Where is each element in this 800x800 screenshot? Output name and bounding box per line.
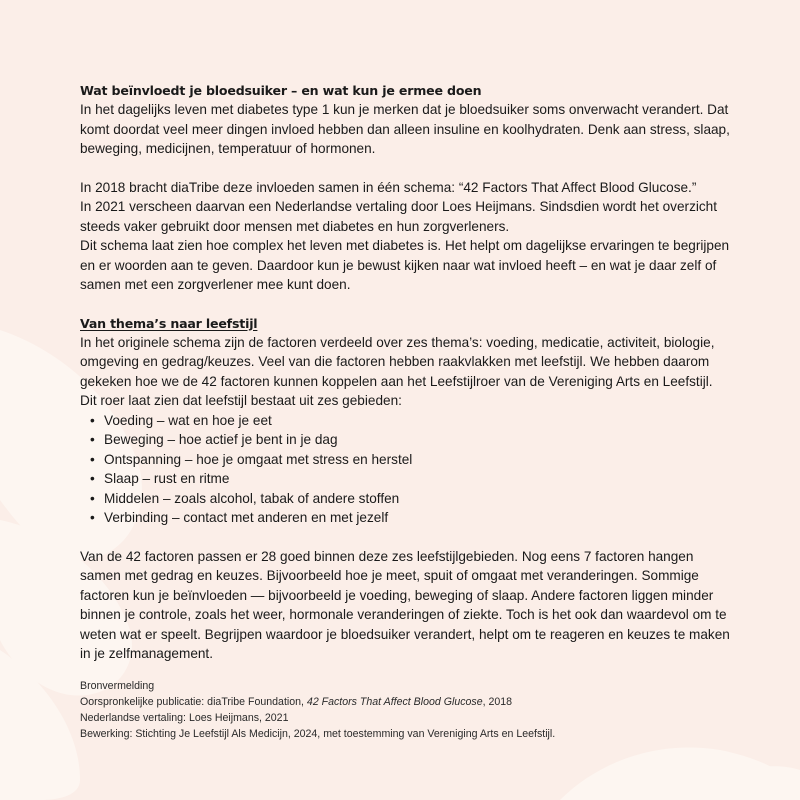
themes-paragraph: In het originele schema zijn de factoren verdeeld over zes thema’s: voeding, medicatie, activiteit, biologie, omgeving en gedrag/keuzes. Veel van die factoren hebben raakvlakken met leefstijl. We hebben daarom gekeken hoe we de 42 factoren kunnen koppelen aan het Leefstijlroer van de Vereniging Arts en Leefstijl. [80,334,715,389]
section-heading-bloedsuiker: Wat beïnvloedt je bloedsuiker – en wat kun je ermee doen [80,83,482,98]
intro-paragraph: In het dagelijks leven met diabetes type 1 kun je merken dat je bloedsuiker soms onverwacht verandert. Dat komt doordat veel meer dingen invloed hebben dan alleen insuline en koolhydraten. Denk aan stress, slaap, beweging, medicijnen, temperatuur of hormonen. [80,102,730,156]
sources-block [80,678,730,742]
list-item-verbinding: • Verbinding – contact met anderen en met jezelf [104,508,730,528]
factors-paragraph: Van de 42 factoren passen er 28 goed binnen deze zes leefstijlgebieden. Nog eens 7 factoren hangen samen met gedrag en keuzes. Bijvoorbeeld hoe je meet, spuit of omgaat met veranderingen. Sommige factoren kun je beïnvloeden — bijvoorbeeld je voeding, beweging of slaap. Andere factoren liggen minder binnen je controle, zoals het weer, hormonale veranderingen of ziekte. Toch is het ook dan waardevol om te weten wat er speelt. Begrijpen waardoor je bloedsuiker verandert, helpt om te reageren en keuzes te maken in je zelfmanagement. [80,548,730,661]
source-original-publication: Oorspronkelijke publicatie: diaTribe Foundation, 42 Factors That Affect Blood Glucose, 2018 [80,695,513,708]
source-translation: Nederlandse vertaling: Loes Heijmans, 2021 [80,711,289,724]
document-body [80,81,730,742]
list-item-voeding: • Voeding – wat en hoe je eet [104,411,730,431]
list-item-middelen: • Middelen – zoals alcohol, tabak of andere stoffen [104,489,730,509]
translation-paragraph: In 2021 verscheen daarvan een Nederlandse vertaling door Loes Heijmans. Sindsdien wordt het overzicht steeds vaker gebruikt door mensen met diabetes en hun zorgverleners. [80,199,718,234]
complexity-paragraph: Dit schema laat zien hoe complex het leven met diabetes is. Het helpt om dagelijkse ervaringen te begrijpen en er woorden aan te geven. Daardoor kun je bewust kijken naar wat invloed heeft – en wat je daar zelf of samen met een zorgverlener mee kunt doen. [80,238,730,292]
section-heading-leefstijl: Van thema’s naar leefstijl [80,315,258,331]
list-item-beweging: • Beweging – hoe actief je bent in je dag [104,430,730,450]
source-adaptation: Bewerking: Stichting Je Leefstijl Als Medicijn, 2024, met toestemming van Vereniging Arts en Leefstijl. [80,727,556,740]
list-item-ontspanning: • Ontspanning – hoe je omgaat met stress en herstel [104,450,730,470]
roer-intro: Dit roer laat zien dat leefstijl bestaat uit zes gebieden: [80,393,402,408]
leefstijl-list [80,411,730,528]
list-item-slaap: • Slaap – rust en ritme [104,469,730,489]
sources-label: Bronvermelding [80,679,155,692]
diatribe-paragraph: In 2018 bracht diaTribe deze invloeden samen in één schema: “42 Factors That Affect Blood Glucose.” [80,179,697,195]
